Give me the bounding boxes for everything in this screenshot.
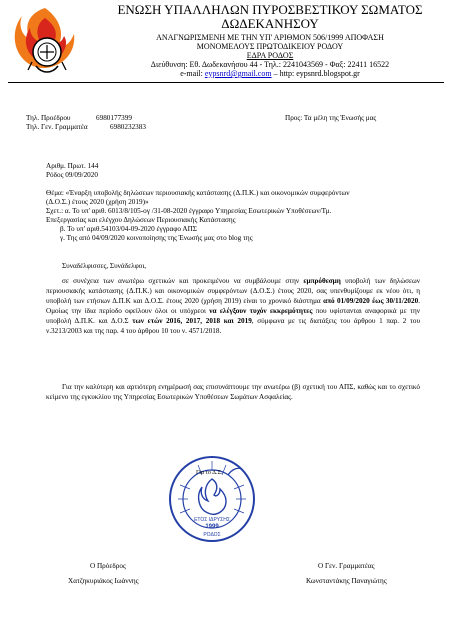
stamp-year: 1999 (205, 524, 219, 530)
president-name: Χατζηκυριάκος Ιωάννης (68, 577, 139, 585)
reference-a-line1: Σχετ.: α. Το υπ' αριθ. 6013/8/105-ογ /31-08-2020 έγγραφο Υπηρεσίας Εσωτερικών Υποθέσεων/Τμ. (46, 207, 332, 215)
signature-note: Για το Δ.Σ. (196, 470, 223, 476)
secretary-name: Κωνσταντάκης Παναγιώτης (306, 577, 387, 585)
pending-check-emphasis: να ελέγξουν τυχόν εκκρεμότητες (209, 307, 313, 315)
deadline-period: από 01/09/2020 έως 30/11/2020 (323, 297, 419, 305)
secretary-phone-label: Τηλ. Γεν. Γραμματέα (26, 123, 88, 131)
secretary-title: Ο Γεν. Γραμματέας (318, 562, 375, 570)
main-paragraph: σε συνέχεια των ανωτέρω σχετικών και προκειμένου να συμβάλουμε στην εμπρόθεσμη υποβολή των δηλώσεων περιουσιακής κατάστασης (Δ.Π.Κ.) και οικονομικών συμφερόντων (Δ.Ο.Σ.) έτους 2020, σας υπενθυμίζουμε εκ νέου ότι, η υποβολή των ετήσιων Δ.Π.Κ και Δ.Ο.Σ. έτους 2020 (χρήση 2019) είναι το χρονικό διάστημα από 01/09/2020 έως 30/11/2020. Ομοίως την ίδια περίοδο οφείλουν όλοι οι υπόχρεοι να ελέγξουν τυχόν εκκρεμότητες που υφίστανται αναφορικά με την υποβολή Δ.Π.Κ. και Δ.Ο.Σ των ετών 2016, 2017, 2018 και 2019, σύμφωνα με τις διατάξεις του άρθρου 1 παρ. 2 του ν.3213/2003 και της παρ. 4 του άρθρου 10 του ν. 4571/2018. (46, 277, 421, 335)
recognition-line2: ΜΟΝΟΜΕΛΟΥΣ ΠΡΩΤΟΔΙΚΕΙΟΥ ΡΟΔΟΥ (196, 42, 344, 51)
union-logo (6, 4, 84, 82)
reference-a-line2: Επεξεργασίας και ελέγχου Δηλώσεων Περιουσιακής Κατάστασης (46, 216, 236, 224)
org-title-line2: ΔΩΔΕΚΑΝΗΣΟΥ (221, 16, 319, 31)
recipients: Προς: Τα μέλη της Ένωσής μας (285, 114, 377, 122)
protocol-number: Αριθμ. Πρωτ. 144 (46, 162, 99, 170)
stamp-city: ΡΟΔΟΣ (203, 532, 221, 538)
reference-b: β. Το υπ' αριθ.54103/04-09-2020 έγγραφο ΑΠΣ (60, 225, 197, 233)
closing-paragraph: Για την καλύτερη και αρτιότερη ενημέρωσή σας επισυνάπτουμε την ανωτέρω (β) σχετική του ΑΠΣ, καθώς και το σχετικό κείμενο της εγκυκλίου της Υπηρεσίας Εσωτερικών Υποθέσεων Σωμάτων Ασφαλείας. (46, 383, 420, 401)
greeting: Συναδέλφισσες, Συνάδελφοι, (62, 262, 147, 270)
union-stamp (168, 455, 256, 543)
recognition-line1: ΑΝΑΓΝΩΡΙΣΜΕΝΗ ΜΕ ΤΗΝ ΥΠ' ΑΡΙΘΜΟΝ 506/1999 ΑΠΟΦΑΣΗ (156, 33, 384, 42)
email-prefix: e-mail: (180, 69, 203, 78)
president-phone-label: Τηλ. Προέδρου (26, 114, 71, 122)
subject-line2: (Δ.Ο.Σ.) έτους 2020 (χρήση 2019)» (46, 198, 149, 206)
subject-line1: Θέμα: «Έναρξη υποβολής δηλώσεων περιουσιακής κατάστασης (Δ.Π.Κ.) και οικονομικών συμφερόντων (46, 189, 350, 197)
address-line: Διεύθυνση: Εθ. Δωδεκανήσου 44 - Τηλ.: 2241043569 - Φαξ: 22411 16522 (150, 60, 390, 69)
years-emphasis: των ετών 2016, 2017, 2018 και 2019 (132, 317, 252, 325)
seat-line: ΕΔΡΑ ΡΟΔΟΣ (246, 51, 294, 60)
secretary-phone: 6980232383 (110, 123, 146, 131)
header-divider (8, 82, 444, 83)
org-title-line1: ΕΝΩΣΗ ΥΠΑΛΛΗΛΩΝ ΠΥΡΟΣΒΕΣΤΙΚΟΥ ΣΩΜΑΤΟΣ (117, 2, 423, 17)
president-phone: 6980177399 (96, 114, 132, 122)
reference-c: γ. Της από 04/09/2020 κοινοποίησης της Ένωσής μας στο blog της (60, 234, 253, 242)
timely-emphasis: εμπρόθεσμη (303, 277, 341, 285)
email-link[interactable]: eypsnrd@gmail.com (204, 69, 272, 78)
contact-line (95, 69, 445, 78)
document-date: Ρόδος 09/09/2020 (46, 171, 98, 179)
blog-text: – http: eypsnrd.blogspot.gr (271, 69, 360, 78)
president-title: Ο Πρόεδρος (90, 562, 126, 570)
stamp-founded: ΕΤΟΣ ΙΔΡΥΣΗΣ (194, 517, 230, 523)
